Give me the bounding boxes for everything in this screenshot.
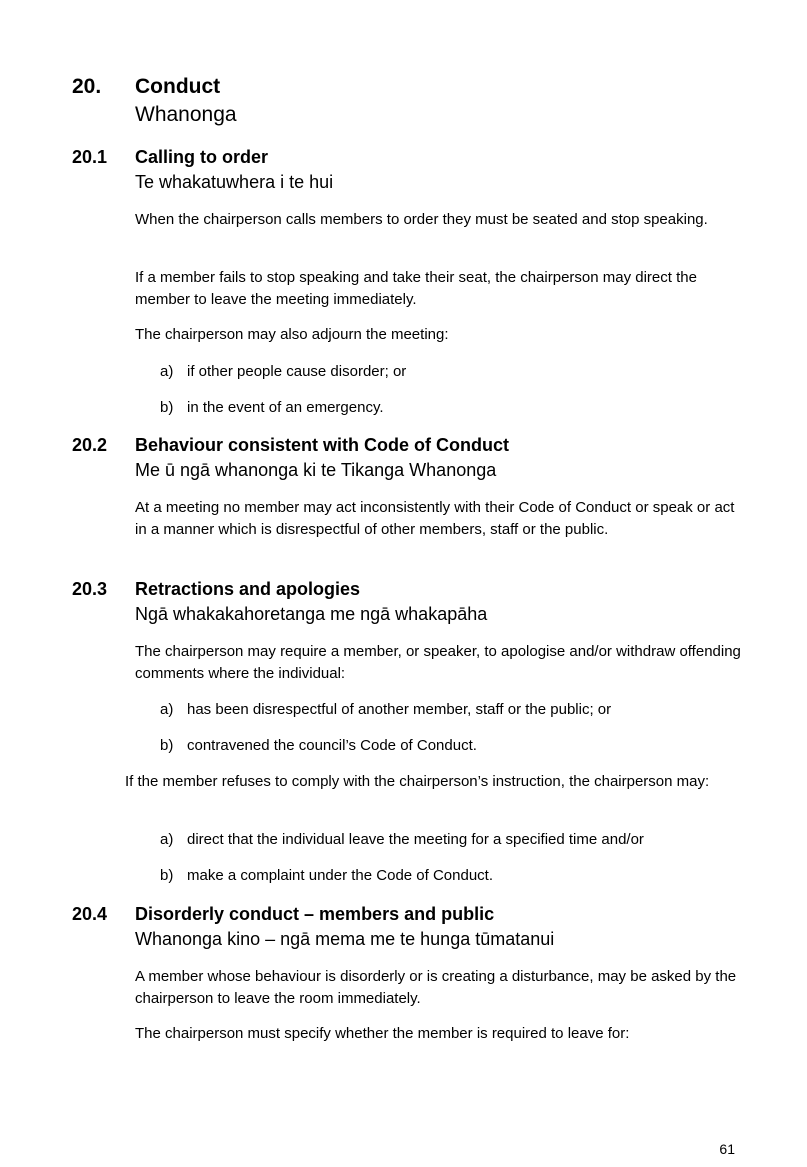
list-item-text: if other people cause disorder; or [187,363,407,380]
section-titles [135,73,237,129]
subsection-titles [135,902,554,952]
list-marker: a) [160,831,174,848]
list-marker: a) [160,363,174,380]
section-title: Conduct [135,75,221,98]
paragraph: The chairperson may require a member, or speaker, to apologise and/or withdraw offending comments where the individual: [135,643,741,682]
list-item [160,865,740,886]
list-item-text: make a complaint under the Code of Conduct. [187,867,494,884]
subsection-titles [135,577,487,627]
list-item [160,361,740,382]
subsection-number: 20.3 [72,579,108,599]
subsection-title: Disorderly conduct – members and public [135,904,495,924]
paragraph: The chairperson must specify whether the member is required to leave for: [135,1025,630,1042]
list-item [160,735,740,756]
paragraph: The chairperson may also adjourn the meeting: [135,326,449,343]
paragraph: A member whose behaviour is disorderly or is creating a disturbance, may be asked by the chairperson to leave the room immediately. [135,968,737,1007]
section-subtitle: Whanonga [135,103,237,126]
list-item-text: contravened the council’s Code of Conduct. [187,737,477,754]
section-number: 20. [72,75,102,98]
subsection-title: Behaviour consistent with Code of Conduct [135,435,510,455]
list-marker: a) [160,701,174,718]
subsection-subtitle: Te whakatuwhera i te hui [135,172,334,192]
subsection-subtitle: Me ū ngā whanonga ki te Tikanga Whanonga [135,460,497,480]
subsection-titles [135,145,333,195]
subsection-subtitle: Whanonga kino – ngā mema me te hunga tūmatanui [135,929,555,949]
subsection-title: Calling to order [135,147,269,167]
paragraph: If the member refuses to comply with the chairperson’s instruction, the chairperson may: [125,773,710,790]
subsection-title: Retractions and apologies [135,579,361,599]
paragraph: When the chairperson calls members to order they must be seated and stop speaking. [135,211,708,228]
list-item [160,829,740,850]
subsection-number: 20.1 [72,147,108,167]
subsection-number: 20.2 [72,435,108,455]
page-number: 61 [719,1141,735,1157]
list-marker: b) [160,867,174,884]
list-marker: b) [160,399,174,416]
list-item-text: has been disrespectful of another member, staff or the public; or [187,701,612,718]
subsection-subtitle: Ngā whakakahoretanga me ngā whakapāha [135,604,488,624]
list-marker: b) [160,737,174,754]
list-item [160,397,740,418]
paragraph: If a member fails to stop speaking and take their seat, the chairperson may direct the member to leave the meeting immediately. [135,269,697,308]
subsection-number: 20.4 [72,904,108,924]
list-item-text: in the event of an emergency. [187,399,384,416]
paragraph: At a meeting no member may act inconsistently with their Code of Conduct or speak or act in a manner which is disrespectful of other members, staff or the public. [135,499,735,538]
list-item [160,699,740,720]
list-item-text: direct that the individual leave the meeting for a specified time and/or [187,831,644,848]
subsection-titles [135,433,509,483]
